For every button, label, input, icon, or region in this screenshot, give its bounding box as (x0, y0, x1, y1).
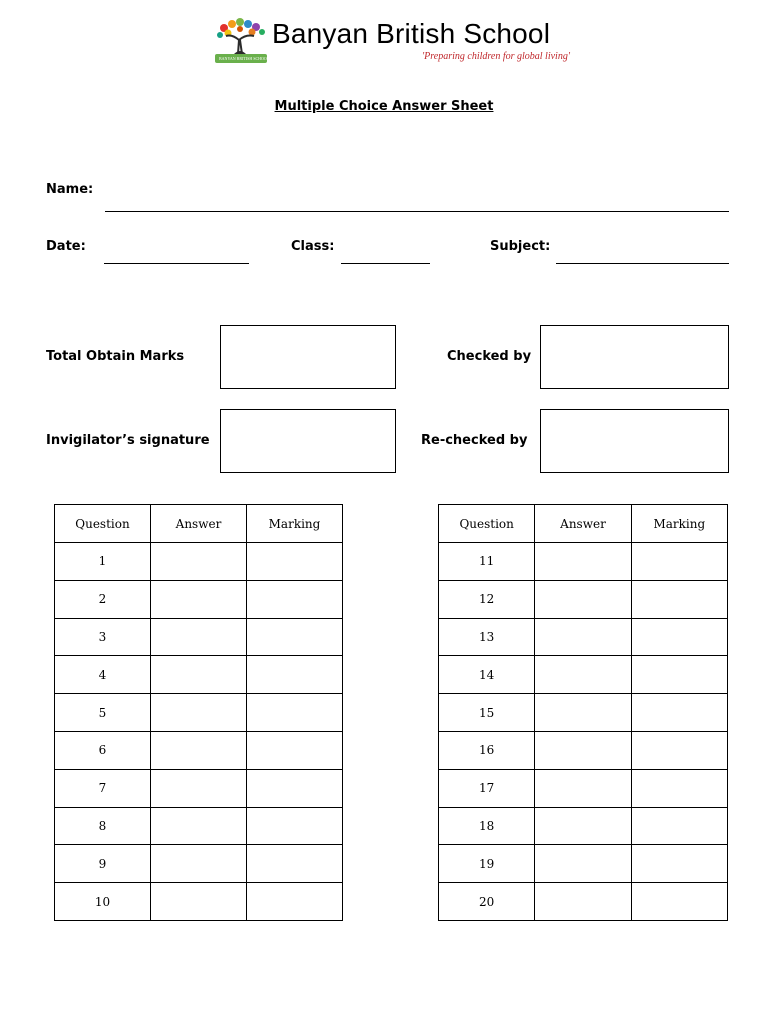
table-row (439, 845, 728, 883)
marking-cell[interactable] (247, 580, 343, 618)
marking-cell[interactable] (631, 845, 727, 883)
date-line[interactable] (104, 263, 249, 264)
table-row (439, 731, 728, 769)
table-row (439, 883, 728, 921)
answer-cell[interactable] (151, 845, 247, 883)
table-header-row (439, 505, 728, 543)
column-header-marking: Marking (247, 505, 343, 543)
question-number: 4 (55, 656, 151, 694)
checked-by-box[interactable] (540, 325, 729, 389)
table-row (55, 769, 343, 807)
marking-cell[interactable] (247, 769, 343, 807)
subject-line[interactable] (556, 263, 729, 264)
answer-cell[interactable] (151, 731, 247, 769)
table-row (439, 618, 728, 656)
marking-cell[interactable] (631, 731, 727, 769)
column-header-answer: Answer (151, 505, 247, 543)
rechecked-by-label: Re-checked by (421, 433, 528, 448)
question-number: 10 (55, 883, 151, 921)
marking-cell[interactable] (247, 845, 343, 883)
question-number: 15 (439, 694, 535, 732)
total-marks-box[interactable] (220, 325, 396, 389)
name-label: Name: (46, 182, 94, 197)
answer-cell[interactable] (535, 845, 631, 883)
rechecked-by-box[interactable] (540, 409, 729, 473)
marking-cell[interactable] (247, 543, 343, 581)
question-number: 14 (439, 656, 535, 694)
column-header-question: Question (55, 505, 151, 543)
answer-table-left (54, 504, 343, 921)
answer-cell[interactable] (151, 543, 247, 581)
answer-cell[interactable] (151, 618, 247, 656)
school-logo (212, 18, 572, 68)
subject-label: Subject: (490, 239, 551, 254)
invigilator-box[interactable] (220, 409, 396, 473)
marking-cell[interactable] (247, 656, 343, 694)
answer-cell[interactable] (151, 883, 247, 921)
table-row (439, 807, 728, 845)
answer-cell[interactable] (151, 769, 247, 807)
marking-cell[interactable] (631, 769, 727, 807)
school-motto: 'Preparing children for global living' (422, 51, 570, 62)
question-number: 16 (439, 731, 535, 769)
table-row (55, 543, 343, 581)
table-row (439, 656, 728, 694)
question-number: 17 (439, 769, 535, 807)
answer-cell[interactable] (535, 656, 631, 694)
checked-by-label: Checked by (447, 349, 532, 364)
page-title: Multiple Choice Answer Sheet (274, 99, 494, 114)
answer-cell[interactable] (535, 618, 631, 656)
answer-cell[interactable] (535, 731, 631, 769)
question-number: 2 (55, 580, 151, 618)
table-header-row (55, 505, 343, 543)
answer-cell[interactable] (535, 694, 631, 732)
table-row (439, 580, 728, 618)
question-number: 5 (55, 694, 151, 732)
invigilator-label: Invigilator’s signature (46, 433, 210, 448)
marking-cell[interactable] (247, 731, 343, 769)
question-number: 6 (55, 731, 151, 769)
question-number: 20 (439, 883, 535, 921)
table-row (55, 731, 343, 769)
question-number: 12 (439, 580, 535, 618)
answer-cell[interactable] (535, 769, 631, 807)
total-marks-label: Total Obtain Marks (46, 349, 185, 364)
question-number: 13 (439, 618, 535, 656)
table-row (439, 543, 728, 581)
answer-cell[interactable] (151, 694, 247, 732)
column-header-question: Question (439, 505, 535, 543)
answer-table-right (438, 504, 728, 921)
column-header-answer: Answer (535, 505, 631, 543)
question-number: 11 (439, 543, 535, 581)
marking-cell[interactable] (631, 883, 727, 921)
column-header-marking: Marking (631, 505, 727, 543)
table-row (439, 694, 728, 732)
class-label: Class: (291, 239, 335, 254)
table-row (55, 845, 343, 883)
question-number: 3 (55, 618, 151, 656)
marking-cell[interactable] (247, 618, 343, 656)
marking-cell[interactable] (631, 543, 727, 581)
class-line[interactable] (341, 263, 430, 264)
answer-cell[interactable] (535, 543, 631, 581)
table-row (55, 694, 343, 732)
answer-cell[interactable] (151, 656, 247, 694)
badge-text: BANYAN BRITISH SCHOOL (219, 56, 270, 61)
marking-cell[interactable] (631, 807, 727, 845)
marking-cell[interactable] (631, 618, 727, 656)
question-number: 18 (439, 807, 535, 845)
marking-cell[interactable] (247, 807, 343, 845)
school-name: Banyan British School (272, 18, 551, 49)
table-row (439, 769, 728, 807)
name-line[interactable] (105, 211, 729, 212)
answer-cell[interactable] (535, 883, 631, 921)
answer-cell[interactable] (535, 807, 631, 845)
date-label: Date: (46, 239, 86, 254)
table-row (55, 883, 343, 921)
question-number: 9 (55, 845, 151, 883)
marking-cell[interactable] (631, 580, 727, 618)
table-row (55, 656, 343, 694)
question-number: 7 (55, 769, 151, 807)
question-number: 1 (55, 543, 151, 581)
marking-cell[interactable] (631, 656, 727, 694)
marking-cell[interactable] (247, 883, 343, 921)
question-number: 8 (55, 807, 151, 845)
table-row (55, 580, 343, 618)
answer-cell[interactable] (151, 580, 247, 618)
answer-cell[interactable] (151, 807, 247, 845)
answer-cell[interactable] (535, 580, 631, 618)
question-number: 19 (439, 845, 535, 883)
marking-cell[interactable] (247, 694, 343, 732)
table-row (55, 618, 343, 656)
table-row (55, 807, 343, 845)
marking-cell[interactable] (631, 694, 727, 732)
